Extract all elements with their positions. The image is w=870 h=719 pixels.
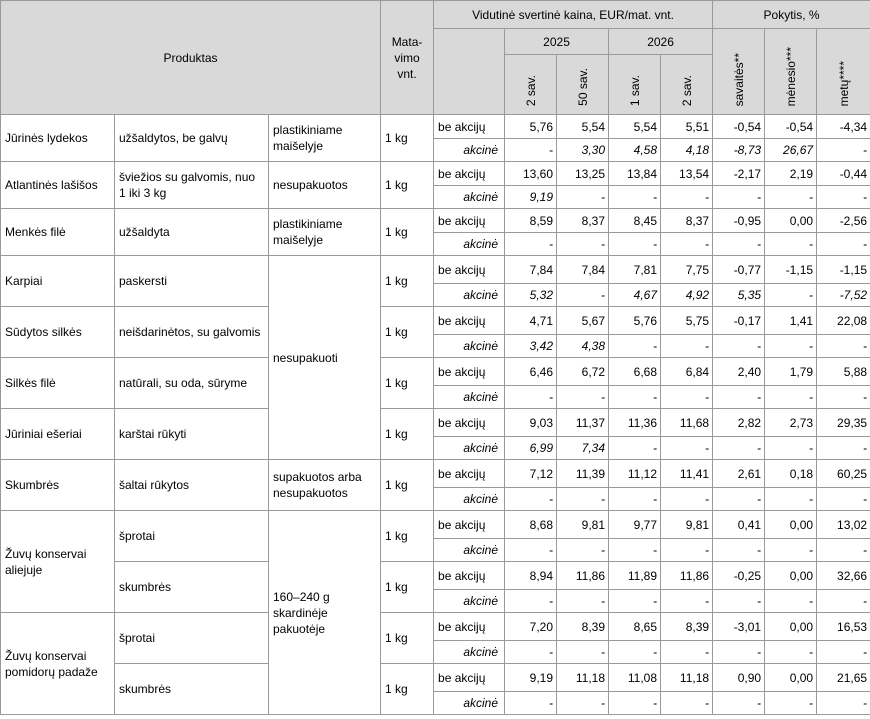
price-value: - [609, 641, 661, 664]
table-row [1, 664, 870, 692]
product-unit: 1 kg [381, 409, 434, 460]
price-value: -8,73 [713, 139, 765, 162]
price-value: 11,89 [609, 562, 661, 590]
price-value: - [609, 233, 661, 256]
price-value: 0,90 [713, 664, 765, 692]
table-row [1, 562, 870, 590]
price-type-label: be akcijų [434, 511, 505, 539]
product-name: Silkės filė [1, 358, 115, 409]
price-value: 11,68 [661, 409, 713, 437]
price-value: -2,17 [713, 162, 765, 186]
price-value: 6,99 [505, 437, 557, 460]
price-type-label: akcinė [434, 386, 505, 409]
price-value: - [817, 386, 870, 409]
price-value: 8,94 [505, 562, 557, 590]
price-value: - [713, 590, 765, 613]
price-value: 4,67 [609, 284, 661, 307]
price-value: 4,92 [661, 284, 713, 307]
price-value: - [661, 539, 713, 562]
price-value: - [505, 386, 557, 409]
price-value: 11,41 [661, 460, 713, 488]
product-desc: šprotai [115, 613, 269, 664]
price-value: 6,68 [609, 358, 661, 386]
price-value: -3,01 [713, 613, 765, 641]
product-desc: užšaldytos, be galvų [115, 115, 269, 162]
price-value: - [557, 186, 609, 209]
price-value: - [817, 139, 870, 162]
header-week: 50 sav. [557, 55, 609, 115]
price-value: 5,35 [713, 284, 765, 307]
price-value: - [817, 692, 870, 715]
price-value: - [661, 186, 713, 209]
product-pack: nesupakuoti [269, 256, 381, 460]
price-value: - [765, 437, 817, 460]
price-type-label: be akcijų [434, 209, 505, 233]
header-product: Produktas [1, 1, 381, 115]
price-value: 11,12 [609, 460, 661, 488]
price-value: - [609, 386, 661, 409]
price-type-label: be akcijų [434, 460, 505, 488]
price-value: - [505, 139, 557, 162]
product-desc: neišdarinėtos, su galvomis [115, 307, 269, 358]
price-value: 21,65 [817, 664, 870, 692]
price-value: 8,59 [505, 209, 557, 233]
product-unit: 1 kg [381, 162, 434, 209]
product-desc: paskersti [115, 256, 269, 307]
price-value: - [505, 233, 557, 256]
price-value: -0,44 [817, 162, 870, 186]
price-type-label: akcinė [434, 284, 505, 307]
price-value: -4,34 [817, 115, 870, 139]
price-value: 0,00 [765, 613, 817, 641]
price-value: - [557, 641, 609, 664]
price-value: - [557, 539, 609, 562]
price-value: 5,75 [661, 307, 713, 335]
product-desc: natūrali, su oda, sūryme [115, 358, 269, 409]
price-value: 0,00 [765, 511, 817, 539]
table-row [1, 409, 870, 437]
price-type-label: be akcijų [434, 613, 505, 641]
price-value: - [713, 437, 765, 460]
price-type-label: akcinė [434, 488, 505, 511]
price-value: 8,37 [661, 209, 713, 233]
header-change-month: mėnesio*** [765, 29, 817, 115]
price-value: 4,58 [609, 139, 661, 162]
price-value: 4,18 [661, 139, 713, 162]
price-value: 2,40 [713, 358, 765, 386]
price-value: 8,39 [661, 613, 713, 641]
price-value: 22,08 [817, 307, 870, 335]
product-unit: 1 kg [381, 358, 434, 409]
price-value: -0,77 [713, 256, 765, 284]
price-type-label: be akcijų [434, 664, 505, 692]
price-value: 60,25 [817, 460, 870, 488]
price-type-label: be akcijų [434, 562, 505, 590]
price-value: 5,76 [609, 307, 661, 335]
price-value: 9,03 [505, 409, 557, 437]
price-value: - [505, 692, 557, 715]
product-unit: 1 kg [381, 613, 434, 664]
price-value: 6,84 [661, 358, 713, 386]
price-value: 7,75 [661, 256, 713, 284]
price-value: 2,73 [765, 409, 817, 437]
price-value: - [609, 488, 661, 511]
price-value: - [661, 692, 713, 715]
price-value: - [713, 186, 765, 209]
price-value: 5,54 [557, 115, 609, 139]
product-desc: skumbrės [115, 664, 269, 715]
price-type-label: akcinė [434, 139, 505, 162]
price-value: - [765, 233, 817, 256]
price-value: - [713, 539, 765, 562]
price-value: - [505, 488, 557, 511]
product-desc: šaltai rūkytos [115, 460, 269, 511]
price-value: - [557, 284, 609, 307]
price-value: 5,54 [609, 115, 661, 139]
price-value: 5,32 [505, 284, 557, 307]
price-value: - [817, 186, 870, 209]
product-name: Skumbrės [1, 460, 115, 511]
price-value: - [557, 692, 609, 715]
price-type-label: akcinė [434, 590, 505, 613]
price-value: 5,76 [505, 115, 557, 139]
price-value: 7,12 [505, 460, 557, 488]
price-type-label: akcinė [434, 641, 505, 664]
price-value: -0,54 [765, 115, 817, 139]
price-value: -7,52 [817, 284, 870, 307]
price-value: - [557, 386, 609, 409]
price-value: -0,54 [713, 115, 765, 139]
price-value: -1,15 [765, 256, 817, 284]
price-value: - [557, 590, 609, 613]
header-week: 2 sav. [661, 55, 713, 115]
product-unit: 1 kg [381, 115, 434, 162]
price-value: - [713, 335, 765, 358]
price-value: 2,82 [713, 409, 765, 437]
price-value: - [713, 692, 765, 715]
price-value: 29,35 [817, 409, 870, 437]
header-blank [434, 29, 505, 115]
price-value: - [817, 335, 870, 358]
product-desc: šviežios su galvomis, nuo 1 iki 3 kg [115, 162, 269, 209]
header-year-2025: 2025 [505, 29, 609, 55]
price-value: - [713, 233, 765, 256]
product-name: Žuvų konservai pomidorų padaže [1, 613, 115, 715]
price-value: - [557, 488, 609, 511]
price-value: 11,18 [661, 664, 713, 692]
price-value: - [505, 641, 557, 664]
price-value: 9,81 [661, 511, 713, 539]
product-unit: 1 kg [381, 209, 434, 256]
price-value: 26,67 [765, 139, 817, 162]
product-desc: karštai rūkyti [115, 409, 269, 460]
price-value: - [713, 386, 765, 409]
price-type-label: be akcijų [434, 162, 505, 186]
price-value: -1,15 [817, 256, 870, 284]
price-value: - [765, 692, 817, 715]
header-week: 1 sav. [609, 55, 661, 115]
price-value: - [661, 386, 713, 409]
price-value: - [817, 590, 870, 613]
product-pack: nesupakuotos [269, 162, 381, 209]
price-value: 13,84 [609, 162, 661, 186]
product-name: Karpiai [1, 256, 115, 307]
price-value: 0,00 [765, 562, 817, 590]
product-desc: šprotai [115, 511, 269, 562]
product-unit: 1 kg [381, 460, 434, 511]
product-unit: 1 kg [381, 562, 434, 613]
product-pack: 160–240 g skardinėje pakuotėje [269, 511, 381, 715]
price-value: - [609, 437, 661, 460]
price-value: - [609, 590, 661, 613]
price-value: - [817, 539, 870, 562]
price-value: - [817, 488, 870, 511]
price-type-label: be akcijų [434, 409, 505, 437]
price-value: - [765, 641, 817, 664]
price-type-label: akcinė [434, 437, 505, 460]
header-change-year: metų**** [817, 29, 870, 115]
price-value: 7,34 [557, 437, 609, 460]
price-value: - [609, 186, 661, 209]
product-pack: supakuotos arba nesupakuotos [269, 460, 381, 511]
price-value: - [661, 437, 713, 460]
price-type-label: be akcijų [434, 115, 505, 139]
price-value: - [505, 539, 557, 562]
price-value: 5,67 [557, 307, 609, 335]
price-value: 9,19 [505, 664, 557, 692]
table-row [1, 307, 870, 335]
price-value: 8,65 [609, 613, 661, 641]
price-value: 9,81 [557, 511, 609, 539]
price-value: - [765, 488, 817, 511]
price-value: 13,60 [505, 162, 557, 186]
price-value: - [765, 590, 817, 613]
product-unit: 1 kg [381, 664, 434, 715]
product-desc: skumbrės [115, 562, 269, 613]
price-value: 8,45 [609, 209, 661, 233]
price-value: 11,08 [609, 664, 661, 692]
price-value: 7,84 [505, 256, 557, 284]
price-value: - [609, 335, 661, 358]
price-value: - [713, 641, 765, 664]
header-unit: Mata- vimo vnt. [381, 1, 434, 115]
price-type-label: akcinė [434, 539, 505, 562]
product-pack: plastikiniame maišelyje [269, 209, 381, 256]
table-row [1, 115, 870, 139]
price-type-label: be akcijų [434, 256, 505, 284]
price-value: 2,61 [713, 460, 765, 488]
price-value: 16,53 [817, 613, 870, 641]
price-type-label: akcinė [434, 186, 505, 209]
price-value: 0,41 [713, 511, 765, 539]
price-value: 4,71 [505, 307, 557, 335]
price-value: 8,37 [557, 209, 609, 233]
product-unit: 1 kg [381, 256, 434, 307]
table-row [1, 460, 870, 488]
price-value: 0,18 [765, 460, 817, 488]
price-value: 9,77 [609, 511, 661, 539]
price-value: 13,54 [661, 162, 713, 186]
price-value: 13,25 [557, 162, 609, 186]
price-value: 13,02 [817, 511, 870, 539]
table-row [1, 511, 870, 539]
price-value: - [765, 386, 817, 409]
price-type-label: akcinė [434, 233, 505, 256]
price-value: 1,79 [765, 358, 817, 386]
product-name: Sūdytos silkės [1, 307, 115, 358]
product-pack: plastikiniame maišelyje [269, 115, 381, 162]
header-change-week: savaitės** [713, 29, 765, 115]
price-value: - [765, 539, 817, 562]
price-value: - [609, 539, 661, 562]
price-value: - [661, 233, 713, 256]
price-value: 0,00 [765, 209, 817, 233]
price-value: - [713, 488, 765, 511]
price-value: 7,20 [505, 613, 557, 641]
price-value: 11,37 [557, 409, 609, 437]
price-value: - [609, 692, 661, 715]
header-change: Pokytis, % [713, 1, 870, 29]
table-row [1, 358, 870, 386]
price-value: - [765, 186, 817, 209]
product-name: Atlantinės lašišos [1, 162, 115, 209]
price-value: 11,86 [557, 562, 609, 590]
price-value: 11,36 [609, 409, 661, 437]
product-unit: 1 kg [381, 511, 434, 562]
price-value: 6,46 [505, 358, 557, 386]
price-value: 3,30 [557, 139, 609, 162]
price-type-label: be akcijų [434, 307, 505, 335]
price-value: - [817, 641, 870, 664]
price-value: - [661, 590, 713, 613]
table-row [1, 256, 870, 284]
price-value: -0,95 [713, 209, 765, 233]
price-value: 7,81 [609, 256, 661, 284]
product-name: Jūriniai ešeriai [1, 409, 115, 460]
price-value: 3,42 [505, 335, 557, 358]
price-value: 7,84 [557, 256, 609, 284]
product-desc: užšaldyta [115, 209, 269, 256]
table-row [1, 613, 870, 641]
product-unit: 1 kg [381, 307, 434, 358]
price-type-label: akcinė [434, 692, 505, 715]
price-value: 8,39 [557, 613, 609, 641]
price-value: -2,56 [817, 209, 870, 233]
price-value: - [765, 335, 817, 358]
header-avg-price: Vidutinė svertinė kaina, EUR/mat. vnt. [434, 1, 713, 29]
price-value: - [661, 641, 713, 664]
product-name: Žuvų konservai aliejuje [1, 511, 115, 613]
price-value: - [817, 437, 870, 460]
price-value: 5,88 [817, 358, 870, 386]
product-name: Menkės filė [1, 209, 115, 256]
price-value: - [661, 488, 713, 511]
price-value: 8,68 [505, 511, 557, 539]
price-value: -0,25 [713, 562, 765, 590]
price-value: 1,41 [765, 307, 817, 335]
price-type-label: be akcijų [434, 358, 505, 386]
product-name: Jūrinės lydekos [1, 115, 115, 162]
price-value: - [765, 284, 817, 307]
price-value: - [661, 335, 713, 358]
price-value: 6,72 [557, 358, 609, 386]
price-value: 5,51 [661, 115, 713, 139]
price-value: - [505, 590, 557, 613]
price-value: 4,38 [557, 335, 609, 358]
price-value: 2,19 [765, 162, 817, 186]
header-year-2026: 2026 [609, 29, 713, 55]
price-value: -0,17 [713, 307, 765, 335]
price-value: 11,18 [557, 664, 609, 692]
price-value: 11,39 [557, 460, 609, 488]
table-row [1, 162, 870, 186]
price-value: - [557, 233, 609, 256]
table-row [1, 209, 870, 233]
header-week: 2 sav. [505, 55, 557, 115]
price-value: - [817, 233, 870, 256]
price-value: 9,19 [505, 186, 557, 209]
price-value: 11,86 [661, 562, 713, 590]
price-value: 32,66 [817, 562, 870, 590]
price-value: 0,00 [765, 664, 817, 692]
price-type-label: akcinė [434, 335, 505, 358]
